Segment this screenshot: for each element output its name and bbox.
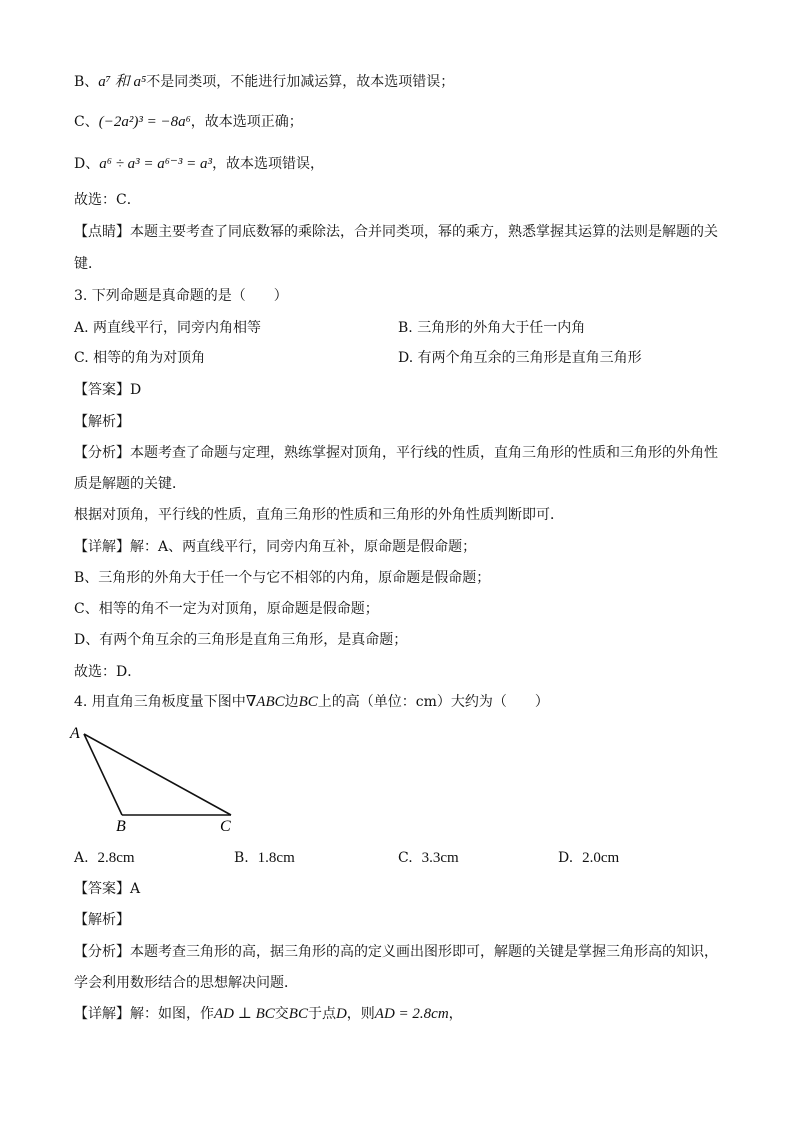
q4-answer [74,879,140,899]
section-label: 【详解】 [74,539,130,555]
q3-option-c [74,348,205,368]
q4-option-a [74,848,135,868]
section-label: 【分析】 [74,944,130,960]
option-text: 2.8cm [97,850,135,866]
math-expression: a⁷ 和 a⁵ [98,74,147,90]
option-letter: A. [74,850,89,866]
item-text: 不是同类项，不能进行加减运算，故本选项错误； [146,74,455,90]
q3-option-d [398,348,642,368]
vertex-label-c: C [220,818,231,835]
q3-jiexi-heading: 【解析】 [74,414,130,430]
point-label: D [335,1006,347,1022]
q3-option-b [398,318,585,338]
option-text: 两直线平行，同旁内角相等 [93,320,262,336]
option-text: 相等的角为对顶角 [93,350,206,366]
q3-fenxi-continuation: 质是解题的关键． [74,476,186,492]
q3-detail-line-c: C、相等的角不一定为对顶角，原命题是假命题； [74,601,379,617]
answer-value: D [130,382,142,398]
item-prefix: C、 [74,114,99,130]
option-letter: D. [398,350,414,366]
option-letter: B. [234,850,249,866]
paragraph-text: 本题主要考查了同底数幂的乘除法，合并同类项，幂的乘方，熟悉掌握其运算的法则是解题的关 [130,224,718,240]
math-expression: AD ⊥ BC [214,1006,275,1022]
option-letter: D. [558,850,574,866]
segment-label: BC [298,694,318,710]
q4-fenxi-paragraph [74,942,718,962]
paragraph-text: 于点 [307,1006,336,1022]
q4-option-d [558,848,619,868]
paragraph-text: ， [448,1006,463,1022]
option-letter: B. [398,320,413,336]
math-expression: a⁶ ÷ a³ = a⁶⁻³ = a³ [99,156,213,172]
math-expression: (−2a²)³ = −8a⁶ [98,114,191,130]
option-letter: C. [74,350,89,366]
answer-value: A [130,881,141,897]
section-label: 【答案】 [74,881,130,897]
solution-line-c [74,112,303,132]
q4-option-c [398,848,459,868]
q4-option-b [234,848,295,868]
dianjing-continuation: 键． [74,256,102,272]
triangle-symbol: ∇ABC [245,694,285,710]
option-letter: C. [398,850,413,866]
item-text: ，故本选项正确； [190,114,303,130]
option-text: 2.0cm [582,850,620,866]
dianjing-paragraph [74,222,718,242]
q3-detail-line-b: B、三角形的外角大于任一个与它不相邻的内角，原命题是假命题； [74,570,491,586]
solution-line-d [74,154,324,174]
stem-text: 边 [284,694,299,710]
choose-answer-c: 故选：C． [74,192,141,208]
item-prefix: B、 [74,74,99,90]
question-4-stem [74,692,549,712]
segment-label: BC [288,1006,308,1022]
paragraph-text: ，则 [346,1006,375,1022]
section-label: 【点睛】 [74,224,130,240]
paragraph-text: 本题考查了命题与定理，熟练掌握对顶角，平行线的性质，直角三角形的性质和三角形的外角性 [130,445,718,461]
stem-text: 4. 用直角三角板度量下图中 [74,694,246,710]
paragraph-text: 解：如图，作 [130,1006,214,1022]
item-text: ，故本选项错误， [212,156,325,172]
section-label: 【详解】 [74,1006,130,1022]
stem-text: 上的高（单位：cm）大约为（ ） [317,694,549,710]
q3-detail-line-d: D、有两个角互余的三角形是直角三角形，是真命题； [74,632,408,648]
math-expression: AD = 2.8cm [374,1006,449,1022]
section-label: 【答案】 [74,382,130,398]
option-text: 3.3cm [421,850,459,866]
q3-xiangjie-paragraph [74,537,476,557]
option-text: 三角形的外角大于任一内角 [417,320,586,336]
q3-choose: 故选：D． [74,664,142,680]
q3-fenxi-paragraph [74,443,718,463]
side-ac [84,734,231,815]
option-text: 1.8cm [257,850,295,866]
q3-fenxi-line2: 根据对顶角，平行线的性质，直角三角形的性质和三角形的外角性质判断即可． [74,507,564,523]
vertex-label-a: A [70,725,80,742]
side-ab [84,734,122,815]
paragraph-text: 解：A、两直线平行，同旁内角互补，原命题是假命题； [130,539,477,555]
vertex-label-b: B [116,818,126,835]
option-letter: A. [74,320,89,336]
q3-option-a [74,318,261,338]
paragraph-text: 本题考查三角形的高，据三角形的高的定义画出图形即可，解题的关键是掌握三角形高的知识， [130,944,718,960]
q4-jiexi-heading: 【解析】 [74,912,130,928]
item-prefix: D、 [74,156,100,172]
section-label: 【分析】 [74,445,130,461]
paragraph-text: 交 [274,1006,289,1022]
q4-fenxi-continuation: 学会利用数形结合的思想解决问题． [74,975,298,991]
solution-line-b [74,72,454,92]
question-3-stem: 3. 下列命题是真命题的是（ ） [74,288,288,304]
triangle-figure [64,722,254,838]
q3-answer [74,380,141,400]
q4-xiangjie-paragraph [74,1004,463,1024]
option-text: 有两个角互余的三角形是直角三角形 [417,350,642,366]
